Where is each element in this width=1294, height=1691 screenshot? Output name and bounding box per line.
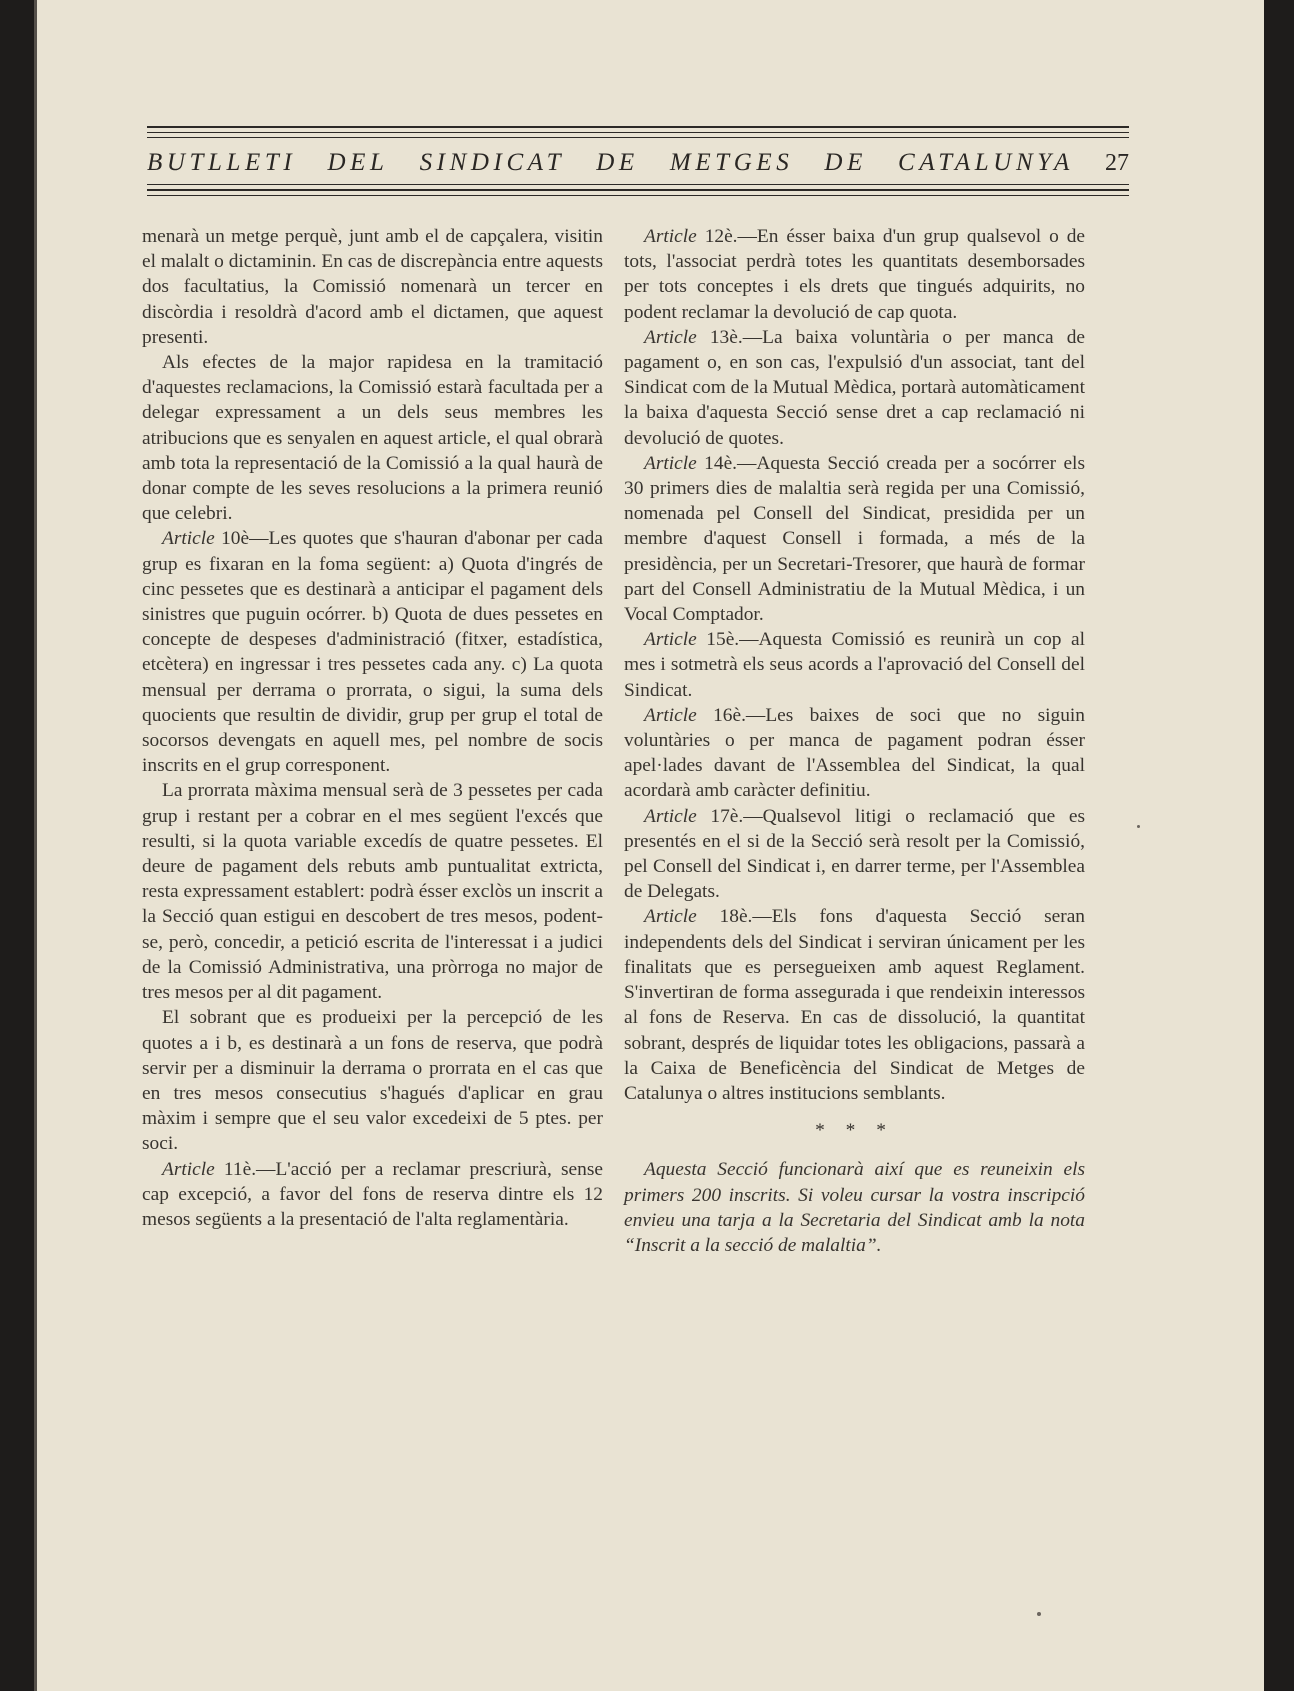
article-label: Article <box>644 452 697 474</box>
header-rule-bottom-2 <box>147 189 1129 191</box>
article-paragraph: Article 13è.—La baixa voluntària o per manca de pagament o, en son cas, l'expulsió d'un associat, tant del Sindicat com de la Mutual Mèdica, portarà automàticament la baixa d'aquesta Secció sense dret a cap reclamació ni devolució de quotes. <box>624 326 1085 449</box>
header-rule-top-thin <box>147 132 1129 133</box>
header-rule-bottom-3 <box>147 195 1129 196</box>
paragraph: menarà un metge perquè, junt amb el de capçalera, visitin el malalt o dictaminin. En cas de discrepància entre aquests dos facultatius, la Comissió nomenarà un tercer en discòrdia i resoldrà d'acord amb el dictamen, que aquest presenti. <box>142 226 603 348</box>
page-number: 27 <box>1104 149 1129 176</box>
running-header <box>147 145 1129 181</box>
left-column <box>142 224 603 1232</box>
header-rule-top-3 <box>147 137 1129 138</box>
article-label: Article <box>644 805 697 827</box>
header-word: DEL <box>327 149 389 176</box>
article-paragraph: Article 15è.—Aquesta Comissió es reunirà un cop al mes i sotmetrà els seus acords a l'aprovació del Consell del Sindicat. <box>624 629 1085 701</box>
article-paragraph: Article 10è—Les quotes que s'hauran d'abonar per cada grup es fixaran en la foma següent: a) Quota d'ingrés de cinc pessetes que es destinarà a anticipar el pagament dels sinistres que puguin ocórrer. b) Quota de dues pessetes en concepte de despeses d'administració (fitxer, estadística, etcètera) en ingressar i tres pessetes cada any. c) La quota mensual per derrama o prorrata, o sigui, la suma dels quocients que resultin de dividir, grup per grup el total de socorsos devengats en aquell mes, pel nombre de socis inscrits en el grup corresponent. <box>142 528 603 777</box>
header-word: SINDICAT <box>419 149 566 176</box>
closing-note: Aquesta Secció funcionarà així que es reuneixin els primers 200 inscrits. Si voleu cursar la vostra inscripció envieu una tarja a la Secretaria del Sindicat amb la nota “Inscrit a la secció de malaltia”. <box>624 1159 1085 1256</box>
article-label: Article <box>162 528 215 550</box>
article-paragraph: Article 17è.—Qualsevol litigi o reclamació que es presentés en el si de la Secció serà resolt per la Comissió, pel Consell del Sindicat i, en darrer terme, per l'Assemblea de Delegats. <box>624 805 1085 903</box>
ink-speck <box>1137 825 1140 828</box>
header-word: BUTLLETI <box>147 149 297 176</box>
article-paragraph: Article 16è.—Les baixes de soci que no siguin voluntàries o per manca de pagament podran ésser apel·lades davant de l'Assemblea del Sindicat, la qual acordarà amb caràcter definitiu. <box>624 704 1085 802</box>
article-paragraph: Article 14è.—Aquesta Secció creada per a socórrer els 30 primers dies de malaltia serà regida per una Comissió, nomenada pel Consell del Sindicat, presidida per un membre d'aquest Consell i formada, a més de la presidència, per un Secretari-Tresorer, que haurà de formar part del Consell Administratiu de la Mutual Mèdica, i un Vocal Comptador. <box>624 452 1085 626</box>
header-word: DE <box>824 149 867 176</box>
header-rule-top <box>147 126 1129 128</box>
article-label: Article <box>644 906 697 928</box>
article-label: Article <box>644 326 697 348</box>
article-label: Article <box>162 1158 215 1180</box>
article-paragraph: Article 12è.—En ésser baixa d'un grup qualsevol o de tots, l'associat perdrà totes les quantitats desemborsades per tots conceptes i els drets que tingués adquirits, no podent reclamar la devolució de cap quota. <box>624 226 1085 323</box>
header-word: CATALUNYA <box>898 149 1074 176</box>
ink-speck <box>1037 1612 1041 1616</box>
article-paragraph: Article 18è.—Els fons d'aquesta Secció seran independents dels del Sindicat i serviran únicament per les finalitats que es persegueixen amb aquest Reglament. S'invertiran de forma assegurada i que rendeixin interessos al fons de Reserva. En cas de dissolució, la quantitat sobrant, després de liquidar totes les obligacions, passarà a la Caixa de Beneficència del Sindicat de Metges de Catalunya o altres institucions semblants. <box>624 906 1085 1104</box>
header-word: METGES <box>669 149 794 176</box>
header-rule-bottom <box>147 184 1129 185</box>
header-word: DE <box>596 149 639 176</box>
article-label: Article <box>644 226 697 247</box>
section-separator: * * * <box>815 1120 894 1142</box>
article-label: Article <box>644 629 697 651</box>
article-paragraph: Article 11è.—L'acció per a reclamar prescriurà, sense cap excepció, a favor del fons de reserva dintre els 12 mesos següents a la presentació de l'alta reglamentària. <box>142 1158 603 1230</box>
right-column <box>624 224 1085 1258</box>
paragraph: El sobrant que es produeixi per la percepció de les quotes a i b, es destinarà a un fons de reserva, que podrà servir per a disminuir la derrama o prorrata en el cas que en tres mesos consecutius s'hagués d'aplicar en grau màxim i sempre que el seu valor excedeixi de 5 ptes. per soci. <box>142 1007 603 1155</box>
paragraph: Als efectes de la major rapidesa en la tramitació d'aquestes reclamacions, la Comissió estarà facultada per a delegar expressament a un dels seus membres les atribucions que es senyalen en aquest article, el qual obrarà amb tota la representació de la Comissió a la qual haurà de donar compte de les seves resolucions a la primera reunió que celebri. <box>142 352 603 525</box>
article-label: Article <box>644 704 697 726</box>
paragraph: La prorrata màxima mensual serà de 3 pessetes per cada grup i restant per a cobrar en el mes següent l'excés que resulti, si la quota variable excedís de quatre pessetes. El deure de pagament dels rebuts amb puntualitat extricta, resta expressament establert: podrà ésser exclòs un inscrit a la Secció quan estigui en descobert de tres mesos, podent-se, però, concedir, a petició escrita de l'interessat i a judici de la Comissió Administrativa, una pròrroga no major de tres mesos per al dit pagament. <box>142 780 603 1004</box>
